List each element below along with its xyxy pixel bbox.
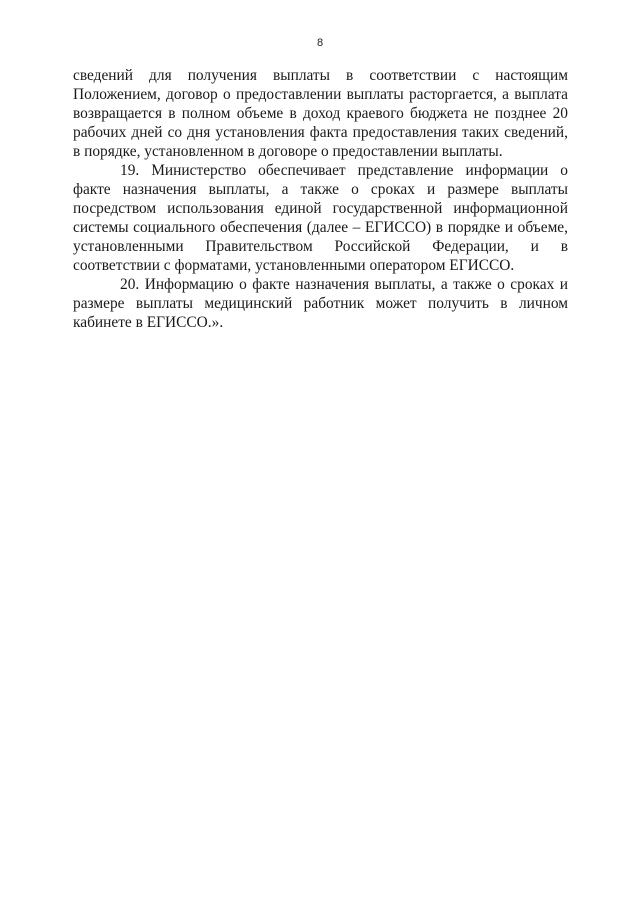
page-number: 8: [316, 37, 324, 49]
document-body: [73, 66, 568, 332]
paragraph-item-20: 20. Информацию о факте назначения выплаты, а также о сроках и размере выплаты медицинский работник может получить в личном кабинете в ЕГИССО.».: [73, 276, 568, 331]
paragraph-continuation: сведений для получения выплаты в соответствии с настоящим Положением, договор о предоставлении выплаты расторгается, а выплата возвращается в полном объеме в доход краевого бюджета не позднее 20 рабочих дней со дня установления факта предоставления таких сведений, в порядке, установленном в договоре о предоставлении выплаты.: [73, 67, 568, 160]
paragraph-item-19: 19. Министерство обеспечивает представление информации о факте назначения выплаты, а также о сроках и размере выплаты посредством использования единой государственной информационной системы социального обеспечения (далее – ЕГИССО) в порядке и объеме, установленными Правительством Российской Федерации, и в соответствии с форматами, установленными оператором ЕГИССО.: [73, 162, 568, 274]
